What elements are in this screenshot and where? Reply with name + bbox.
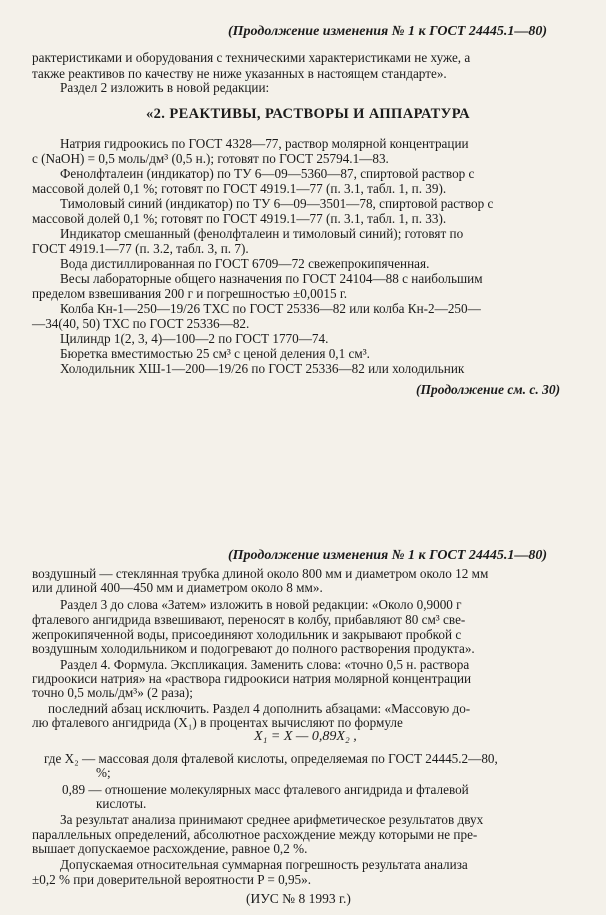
text-line: Натрия гидроокись по ГОСТ 4328—77, раствор молярной концентрации bbox=[60, 136, 469, 151]
text-line: Весы лабораторные общего назначения по ГОСТ 24104—88 с наибольшим bbox=[60, 271, 483, 286]
text-line: кислоты. bbox=[96, 796, 147, 811]
text-line: Раздел 3 до слова «Затем» изложить в новой редакции: «Около 0,9000 г bbox=[60, 597, 462, 612]
text-line: —34(40, 50) ТХС по ГОСТ 25336—82. bbox=[32, 316, 250, 331]
text-line: лю фталевого ангидрида (X₁) в процентах вычисляют по формуле bbox=[32, 715, 403, 730]
text-line: массовой долей 0,1 %; готовят по ГОСТ 4919.1—77 (п. 3.1, табл. 1, п. 39). bbox=[32, 181, 447, 196]
text-line: точно 0,5 моль/дм³» (2 раза); bbox=[32, 685, 193, 700]
page2-header: (Продолжение изменения № 1 к ГОСТ 24445.1—80) bbox=[228, 548, 548, 563]
text-line: также реактивов по качеству не ниже указанных в настоящем стандарте». bbox=[32, 66, 447, 81]
continued-note: (Продолжение см. с. 30) bbox=[416, 382, 561, 397]
text-line: Раздел 4. Формула. Экспликация. Заменить слова: «точно 0,5 н. раствора bbox=[60, 657, 470, 672]
text-line: гидроокиси натрия» на «раствора гидроокиси натрия молярной концентрации bbox=[32, 671, 472, 686]
text-line: Допускаемая относительная суммарная погрешность результата анализа bbox=[60, 857, 468, 872]
text-line: Бюретка вместимостью 25 см³ с ценой деления 0,1 см³. bbox=[60, 346, 370, 361]
text-line: или длиной 400—450 мм и диаметром около 8 мм». bbox=[32, 580, 323, 595]
ius-reference: (ИУС № 8 1993 г.) bbox=[246, 891, 351, 906]
text-line: Колба Кн-1—250—19/26 ТХС по ГОСТ 25336—82 или колба Кн-2—250— bbox=[60, 301, 481, 316]
section-title: «2. РЕАКТИВЫ, РАСТВОРЫ И АППАРАТУРА bbox=[146, 106, 470, 122]
text-line: фталевого ангидрида взвешивают, переносят в колбу, прибавляют 80 см³ све- bbox=[32, 612, 466, 627]
text-line: жепрокипяченной воды, присоединяют холодильник и закрывают пробкой с bbox=[32, 627, 462, 642]
text-line: Фенолфталеин (индикатор) по ТУ 6—09—5360—87, спиртовой раствор с bbox=[60, 166, 475, 181]
text-line: пределом взвешивания 200 г и погрешностью ±0,0015 г. bbox=[32, 286, 348, 301]
text-line: вышает допускаемое расхождение, равное 0,2 %. bbox=[32, 841, 308, 856]
text-line: ГОСТ 4919.1—77 (п. 3.2, табл. 3, п. 7). bbox=[32, 241, 249, 256]
text-line: рактеристиками и оборудования с техническими характеристиками не хуже, а bbox=[32, 50, 471, 65]
text-line: Индикатор смешанный (фенолфталеин и тимоловый синий); готовят по bbox=[60, 226, 464, 241]
page1-header: (Продолжение изменения № 1 к ГОСТ 24445.1—80) bbox=[228, 24, 548, 39]
text-line: с (NaOH) = 0,5 моль/дм³ (0,5 н.); готовят по ГОСТ 25794.1—83. bbox=[32, 151, 389, 166]
formula: X₁ = X — 0,89X₂ , bbox=[254, 729, 357, 744]
text-line: воздушный — стеклянная трубка длиной около 800 мм и диаметром около 12 мм bbox=[32, 566, 489, 581]
text-line: Цилиндр 1(2, 3, 4)—100—2 по ГОСТ 1770—74. bbox=[60, 331, 329, 346]
text-line: ±0,2 % при доверительной вероятности P = 0,95». bbox=[32, 872, 312, 887]
text-line: последний абзац исключить. Раздел 4 дополнить абзацами: «Массовую до- bbox=[48, 701, 471, 716]
text-line: Вода дистиллированная по ГОСТ 6709—72 свежепрокипяченная. bbox=[60, 256, 430, 271]
text-line: 0,89 — отношение молекулярных масс фталевого ангидрида и фталевой bbox=[62, 782, 469, 797]
text-line: Холодильник ХШ-1—200—19/26 по ГОСТ 25336—82 или холодильник bbox=[60, 361, 465, 376]
text-line: Раздел 2 изложить в новой редакции: bbox=[60, 80, 270, 95]
text-line: массовой долей 0,1 %; готовят по ГОСТ 4919.1—77 (п. 3.1, табл. 1, п. 33). bbox=[32, 211, 447, 226]
text-line: где X₂ — массовая доля фталевой кислоты, определяемая по ГОСТ 24445.2—80, bbox=[44, 751, 498, 766]
text-line: Тимоловый синий (индикатор) по ТУ 6—09—3501—78, спиртовой раствор с bbox=[60, 196, 494, 211]
text-line: %; bbox=[96, 765, 111, 780]
text-line: За результат анализа принимают среднее арифметическое результатов двух bbox=[60, 812, 484, 827]
text-line: воздушным холодильником и подогревают до полного растворения продукта». bbox=[32, 641, 475, 656]
text-line: параллельных определений, абсолютное расхождение между которыми не пре- bbox=[32, 827, 478, 842]
